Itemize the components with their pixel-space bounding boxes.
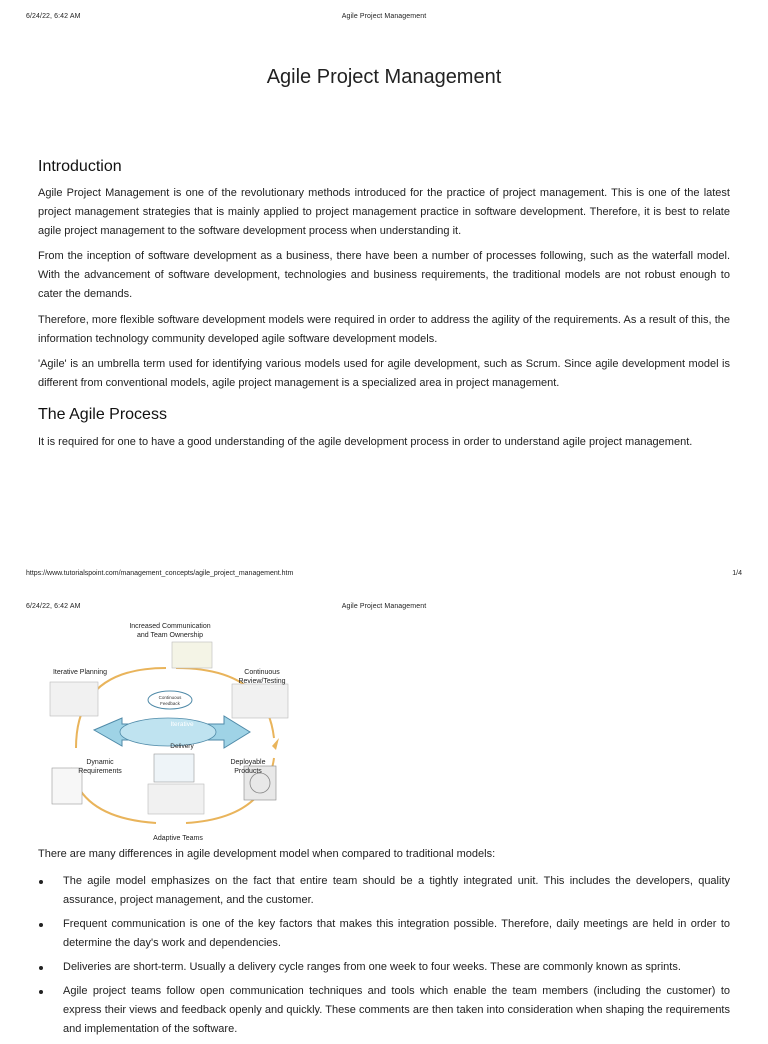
print-footer-url: https://www.tutorialspoint.com/management_concepts/agile_project_management.htm bbox=[26, 570, 294, 577]
label-iterative-planning: Iterative Planning bbox=[52, 669, 108, 676]
label-feedback-2: Feedback bbox=[160, 701, 180, 706]
planning-figure-icon bbox=[50, 682, 98, 716]
list-item-text: The agile model emphasizes on the fact that entire team should be a tightly integrated unit. This includes the developers, quality assurance, project management, and the customer. bbox=[63, 875, 730, 906]
list-item bbox=[38, 982, 730, 1039]
label-deployable-2: Products bbox=[234, 768, 262, 775]
bullet-icon bbox=[39, 923, 43, 927]
arrow-head-icon bbox=[272, 738, 279, 750]
label-iterative: Iterative bbox=[170, 721, 194, 728]
print-header-title: Agile Project Management bbox=[341, 13, 427, 20]
testing-team-icon bbox=[232, 684, 288, 718]
page-title: Agile Project Management bbox=[266, 66, 502, 88]
intro-paragraph-3: Therefore, more flexible software development models were required in order to address the agility of the requirements. As a result of this, the information technology community developed agile software development models. bbox=[38, 314, 730, 345]
intro-paragraph-2: From the inception of software development as a business, there have been a number of processes following, such as the waterfall model. With the advancement of software development, technologies and business requirements, the traditional models are not robust enough to cater the demands. bbox=[38, 250, 730, 300]
label-dynamic-1: Dynamic bbox=[86, 759, 114, 766]
label-continuous-1: Continuous bbox=[244, 669, 280, 676]
label-feedback-1: Continuous bbox=[158, 695, 182, 700]
bullet-icon bbox=[39, 966, 43, 970]
list-item bbox=[38, 915, 730, 953]
introduction-heading: Introduction bbox=[38, 158, 122, 175]
list-item bbox=[38, 872, 730, 910]
bullet-icon bbox=[39, 880, 43, 884]
intro-paragraph-4: 'Agile' is an umbrella term used for identifying various models used for agile development, such as Scrum. Since agile development model is different from conventional models, agile project management is a specialized area in project management. bbox=[38, 358, 730, 389]
label-dynamic-2: Requirements bbox=[78, 768, 122, 775]
print-header-date: 6/24/22, 6:42 AM bbox=[26, 13, 81, 20]
agile-process-heading: The Agile Process bbox=[38, 406, 167, 423]
print-footer-page-number: 1/4 bbox=[732, 570, 742, 577]
agile-process-diagram bbox=[36, 618, 304, 846]
print-header-date: 6/24/22, 6:42 AM bbox=[26, 603, 81, 610]
cycle-arrow-bottom-left bbox=[71, 768, 156, 823]
team-board-icon bbox=[154, 754, 194, 782]
list-item bbox=[38, 958, 730, 977]
label-deployable-1: Deployable bbox=[230, 759, 266, 766]
print-header-title: Agile Project Management bbox=[341, 603, 427, 610]
label-communication-2: and Team Ownership bbox=[136, 632, 204, 639]
label-continuous-2: Review/Testing bbox=[238, 678, 286, 685]
communication-board-icon bbox=[172, 642, 212, 668]
list-item-text: Frequent communication is one of the key factors that makes this integration possible. Therefore, daily meetings are held in order to determine the day's work and dependencies. bbox=[63, 918, 730, 949]
intro-paragraph-1: Agile Project Management is one of the revolutionary methods introduced for the practice of project management. This is one of the latest project management strategies that is mainly applied to project management practice in software development. Therefore, it is best to relate agile project management to the software development process when understanding it. bbox=[38, 187, 730, 237]
label-adaptive-teams: Adaptive Teams bbox=[153, 835, 203, 842]
list-item-text: Deliveries are short-term. Usually a delivery cycle ranges from one week to four weeks. These are commonly known as sprints. bbox=[63, 961, 681, 973]
adaptive-team-people-icon bbox=[148, 784, 204, 814]
delivery-ellipse bbox=[120, 718, 216, 746]
list-item-text: Agile project teams follow open communication techniques and tools which enable the team members (including the customer) to express their views and feedback openly and quickly. These comments are then taken into consideration when shaping the requirements and implementation of the software. bbox=[63, 985, 730, 1035]
label-communication-1: Increased Communication bbox=[129, 623, 211, 630]
pdf-page-2 bbox=[0, 590, 768, 1035]
differences-intro: There are many differences in agile development model when compared to traditional models: bbox=[38, 848, 496, 860]
agile-process-paragraph: It is required for one to have a good understanding of the agile development process in order to understand agile project management. bbox=[38, 436, 693, 448]
label-delivery: Delivery bbox=[170, 743, 194, 750]
bullet-icon bbox=[39, 990, 43, 994]
feedback-oval bbox=[148, 691, 192, 709]
differences-list bbox=[38, 872, 730, 1044]
